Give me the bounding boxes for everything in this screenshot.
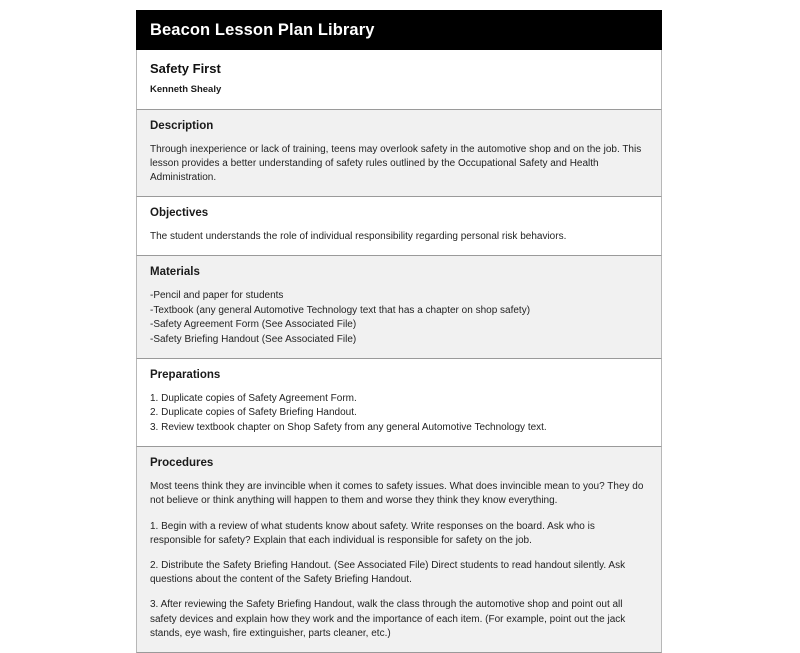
section-heading-objectives: Objectives xyxy=(150,207,209,220)
site-title: Beacon Lesson Plan Library xyxy=(150,20,375,39)
list-item: -Textbook (any general Automotive Technology text that has a chapter on shop safety) xyxy=(150,304,531,316)
section-objectives xyxy=(136,197,662,256)
procedures-step-2: 2. Distribute the Safety Briefing Handout. (See Associated File) Direct students to read handout silently. Ask questions about the content of the Safety Briefing Handout. xyxy=(150,559,626,586)
section-heading-materials: Materials xyxy=(150,266,200,279)
site-masthead xyxy=(136,10,662,50)
list-item: -Safety Agreement Form (See Associated File) xyxy=(150,319,357,331)
procedures-intro: Most teens think they are invincible when it comes to safety issues. What does invincible mean to you? They do not believe or think anything will happen to them and worse they think they know everything. xyxy=(150,481,644,507)
section-description xyxy=(136,110,662,197)
list-item: -Pencil and paper for students xyxy=(150,290,284,302)
preparations-list xyxy=(150,392,648,436)
lesson-author: Kenneth Shealy xyxy=(150,83,222,95)
section-materials xyxy=(136,256,662,359)
description-paragraph: Through inexperience or lack of training, teens may overlook safety in the automotive shop and on the job. This lesson provides a better understanding of safety rules outlined by the Occupational Safety and Health Administration. xyxy=(150,143,642,184)
lesson-title: Safety First xyxy=(150,61,221,76)
section-preparations xyxy=(136,359,662,447)
list-item: 3. Review textbook chapter on Shop Safety from any general Automotive Technology text. xyxy=(150,421,547,433)
lesson-title-block xyxy=(136,50,662,110)
materials-list xyxy=(150,289,648,347)
section-heading-procedures: Procedures xyxy=(150,457,214,470)
lesson-plan-page xyxy=(136,0,662,639)
procedures-step-1: 1. Begin with a review of what students know about safety. Write responses on the board. Ask who is responsible for safety? Explain that each individual is responsible for safety on the job. xyxy=(150,520,595,546)
section-heading-preparations: Preparations xyxy=(150,369,221,382)
section-heading-description: Description xyxy=(150,119,214,132)
list-item: -Safety Briefing Handout (See Associated File) xyxy=(150,333,357,345)
list-item: 1. Duplicate copies of Safety Agreement Form. xyxy=(150,392,357,404)
objectives-paragraph: The student understands the role of individual responsibility regarding personal risk behaviors. xyxy=(150,231,567,243)
procedures-step-3: 3. After reviewing the Safety Briefing Handout, walk the class through the automotive shop and point out all safety devices and explain how they work and the importance of each item. (For example, point out the jack stands, eye wash, fire extinguisher, parts cleaner, etc.) xyxy=(150,599,626,639)
list-item: 2. Duplicate copies of Safety Briefing Handout. xyxy=(150,407,357,419)
section-procedures xyxy=(136,447,662,652)
